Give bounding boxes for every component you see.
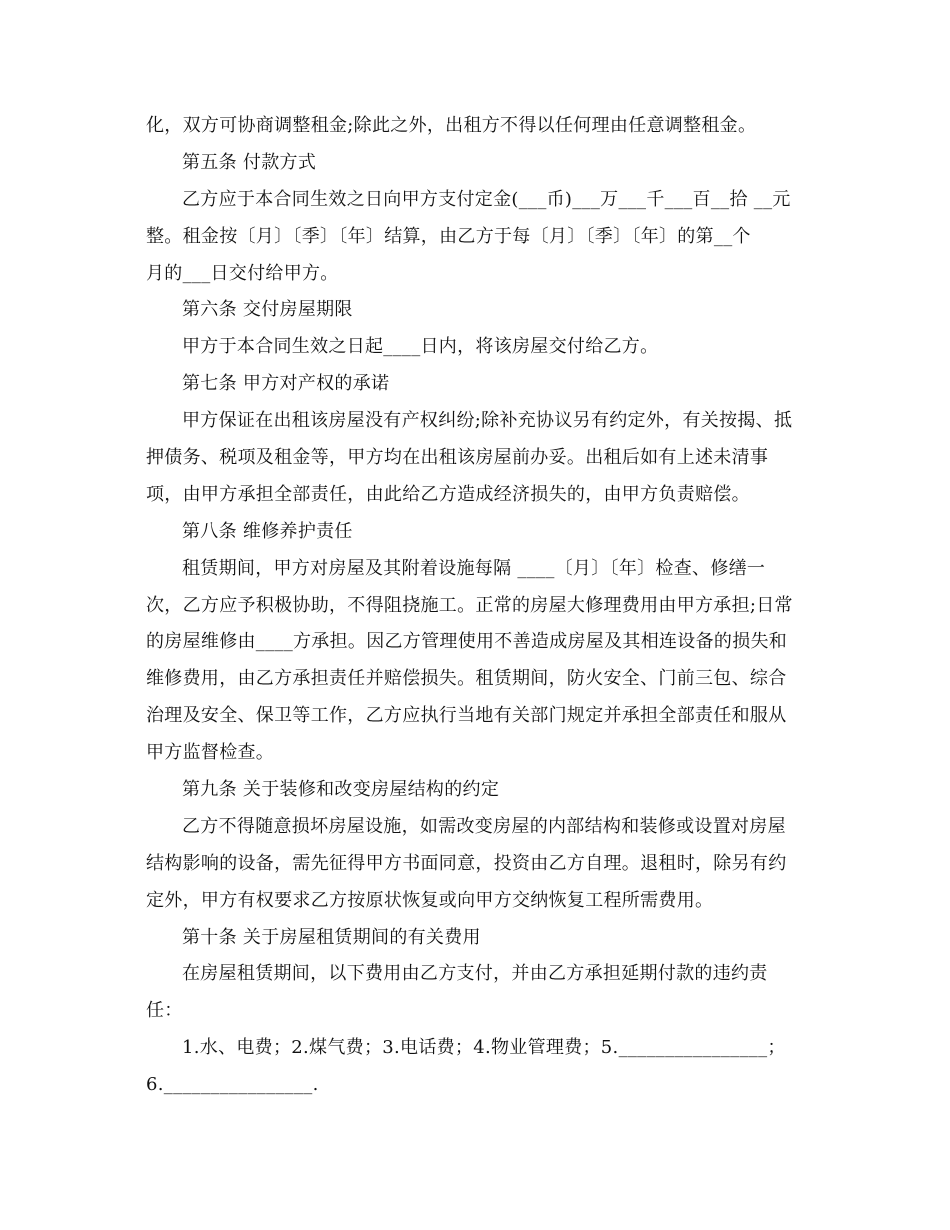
- paragraph-line: 项，由甲方承担全部责任，由此给乙方造成经济损失的，由甲方负责赔偿。: [146, 483, 750, 505]
- fee-list-line: 6.________________.: [146, 1074, 319, 1096]
- paragraph-line: 押债务、税项及租金等，甲方均在出租该房屋前办妥。出租后如有上述未清事: [146, 447, 769, 469]
- paragraph-line: 的房屋维修由____方承担。因乙方管理使用不善造成房屋及其相连设备的损失和: [146, 631, 788, 653]
- paragraph-line: 乙方应于本合同生效之日向甲方支付定金(___币)___万___千___百__拾 __元: [182, 188, 791, 210]
- paragraph-line: 整。租金按〔月〕〔季〕〔年〕结算，由乙方于每〔月〕〔季〕〔年〕的第__个: [146, 225, 751, 247]
- paragraph-line: 甲方监督检查。: [146, 742, 275, 764]
- paragraph-line: 任：: [146, 1000, 183, 1022]
- article-10-heading: 第十条 关于房屋租赁期间的有关费用: [182, 926, 481, 948]
- paragraph-line: 维修费用，由乙方承担责任并赔偿损失。租赁期间，防火安全、门前三包、综合: [146, 668, 787, 690]
- paragraph-line: 甲方保证在出租该房屋没有产权纠纷;除补充协议另有约定外，有关按揭、抵: [182, 410, 793, 432]
- paragraph-line: 结构影响的设备，需先征得甲方书面同意，投资由乙方自理。退租时，除另有约: [146, 852, 787, 874]
- article-5-heading: 第五条 付款方式: [182, 151, 317, 173]
- paragraph-line: 定外，甲方有权要求乙方按原状恢复或向甲方交纳恢复工程所需费用。: [146, 889, 714, 911]
- paragraph-line: 乙方不得随意损坏房屋设施，如需改变房屋的内部结构和装修或设置对房屋: [182, 815, 786, 837]
- article-7-heading: 第七条 甲方对产权的承诺: [182, 373, 390, 395]
- fee-list-line: 1.水、电费；2.煤气费；3.电话费；4.物业管理费；5.________________；: [182, 1037, 786, 1059]
- paragraph-line: 月的___日交付给甲方。: [146, 262, 339, 284]
- paragraph-line: 租赁期间，甲方对房屋及其附着设施每隔 ____〔月〕〔年〕检查、修缮一: [182, 557, 766, 579]
- article-8-heading: 第八条 维修养护责任: [182, 520, 353, 542]
- paragraph-line: 在房屋租赁期间，以下费用由乙方支付，并由乙方承担延期付款的违约责: [182, 963, 768, 985]
- paragraph-line: 化，双方可协商调整租金;除此之外，出租方不得以任何理由任意调整租金。: [146, 115, 757, 136]
- paragraph-line: 治理及安全、保卫等工作，乙方应执行当地有关部门规定并承担全部责任和服从: [146, 705, 787, 727]
- article-9-heading: 第九条 关于装修和改变房屋结构的约定: [182, 779, 500, 801]
- paragraph-line: 甲方于本合同生效之日起____日内，将该房屋交付给乙方。: [182, 336, 659, 358]
- article-6-heading: 第六条 交付房屋期限: [182, 299, 353, 321]
- paragraph-line: 次，乙方应予积极协助，不得阻挠施工。正常的房屋大修理费用由甲方承担;日常: [146, 594, 793, 616]
- document-body: [146, 108, 810, 1104]
